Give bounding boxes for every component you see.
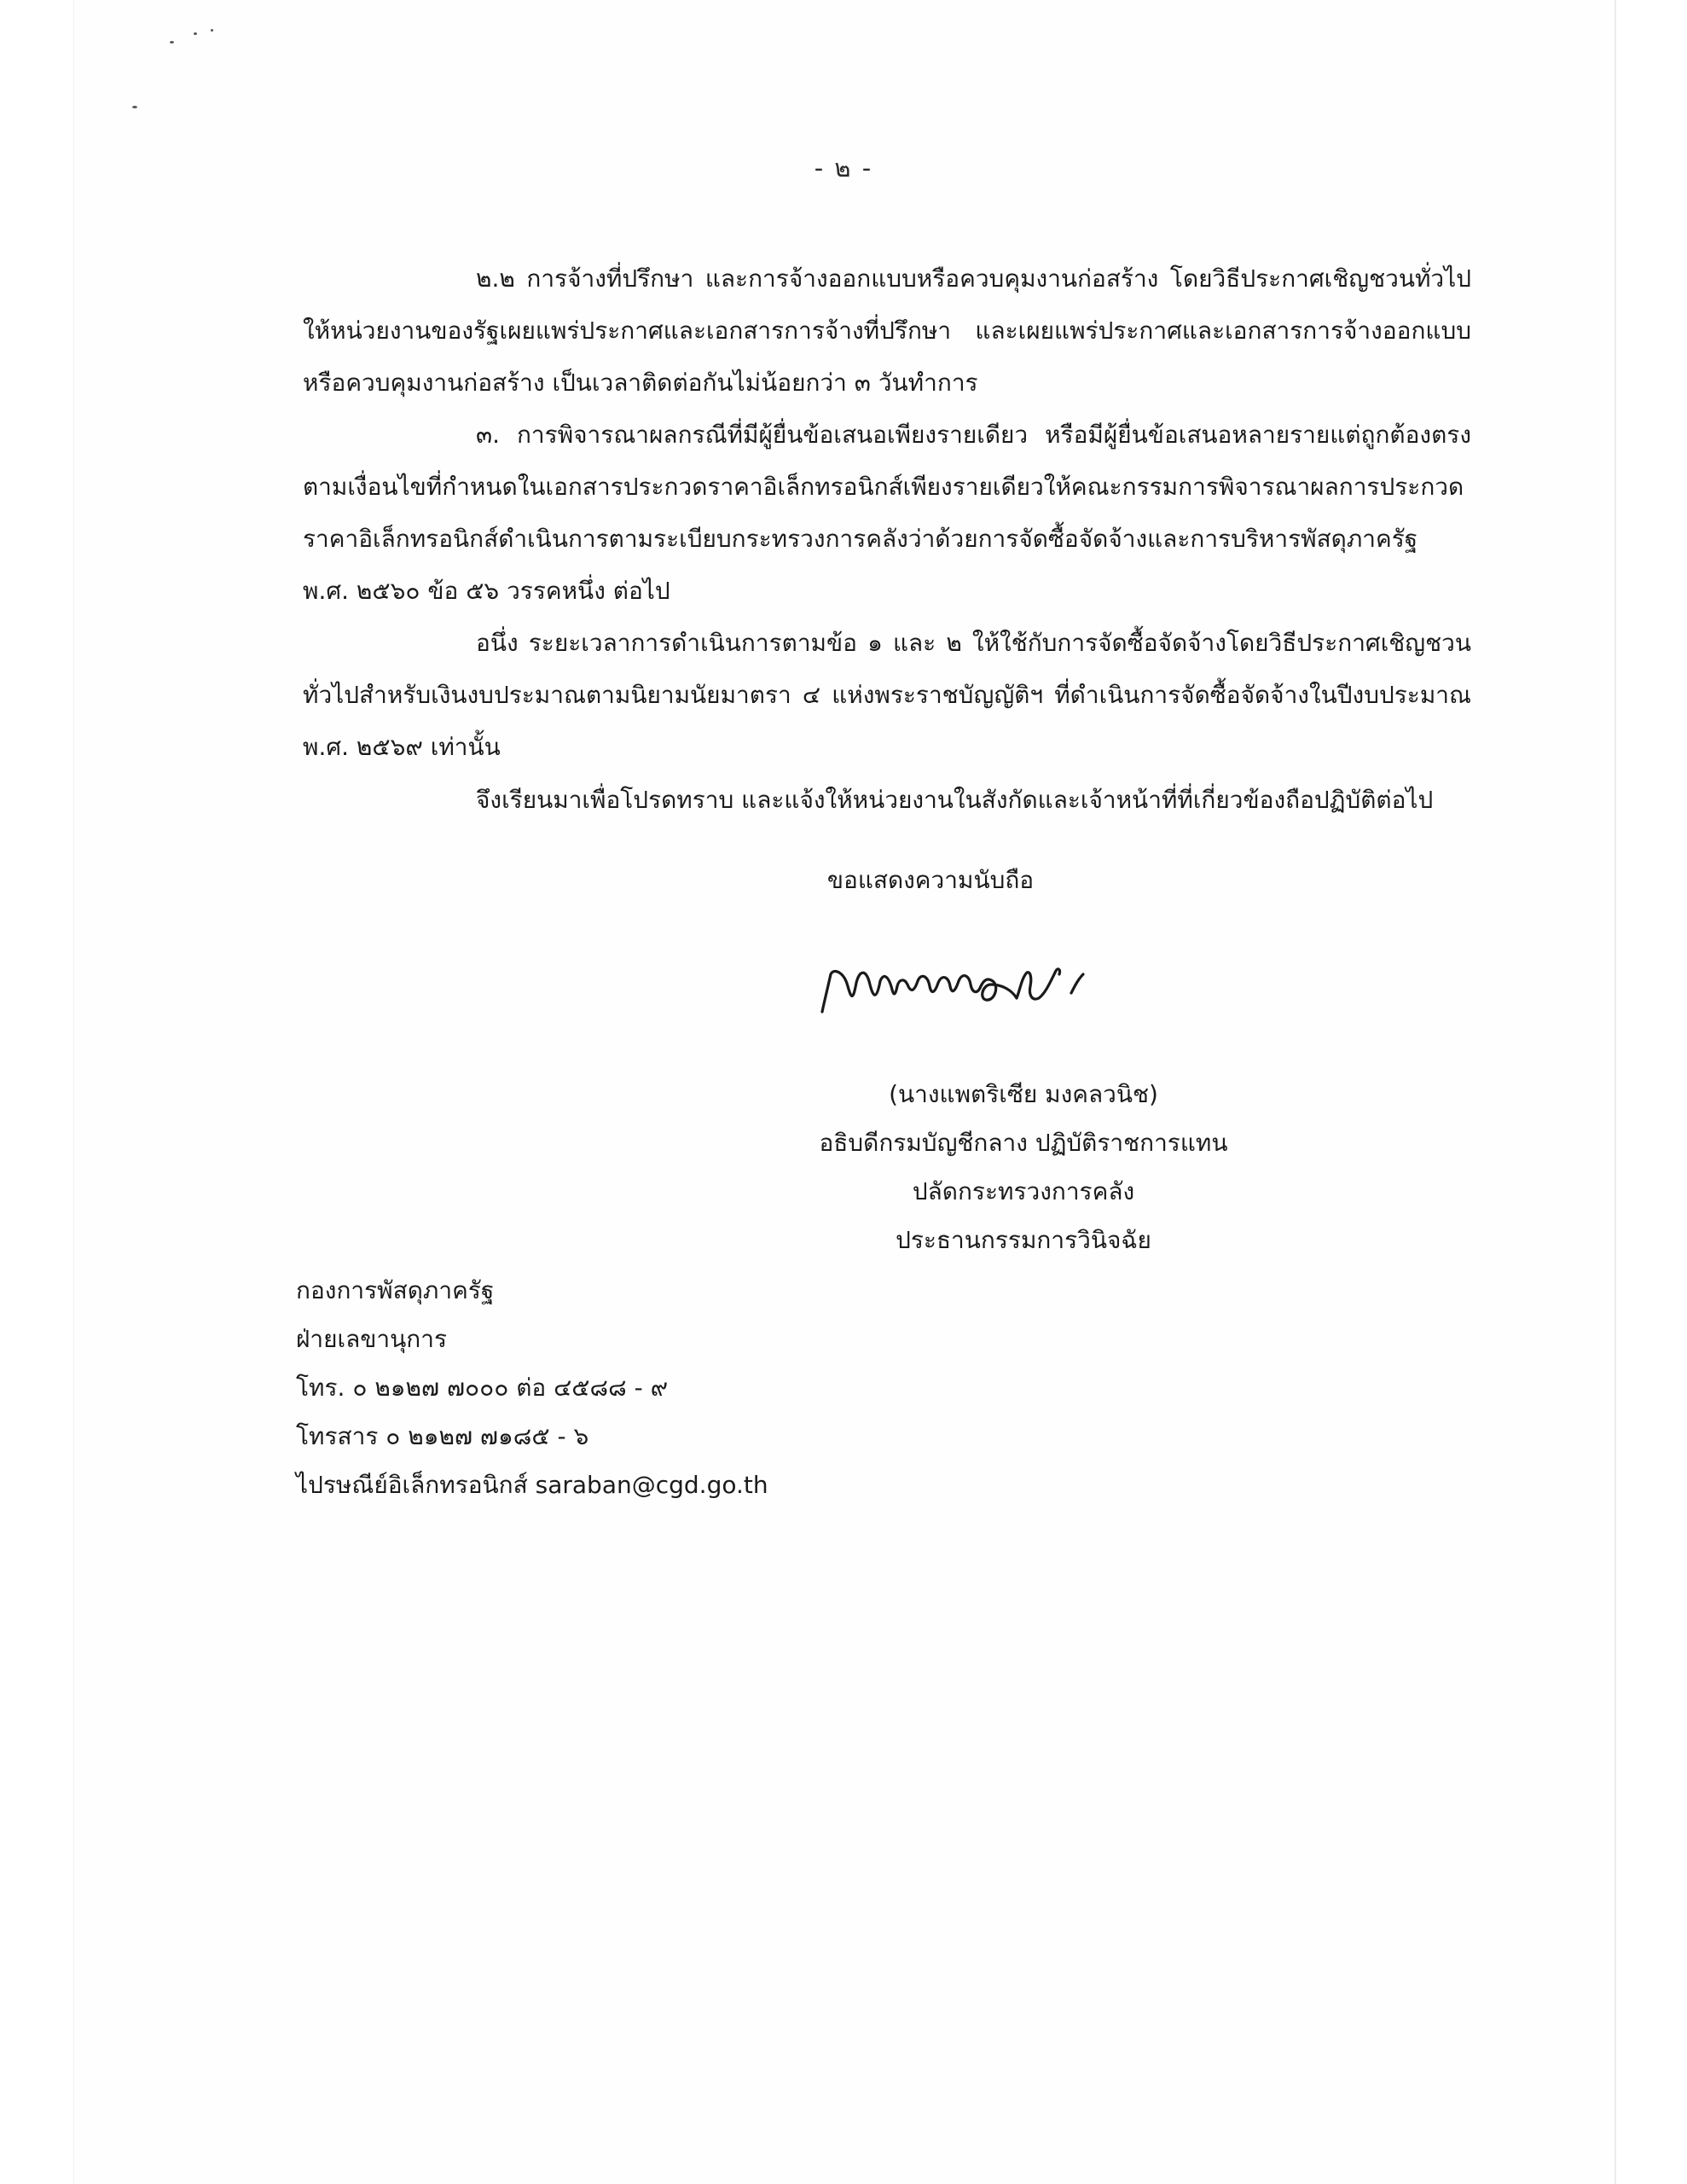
paragraph-note: อนึ่ง ระยะเวลาการดำเนินการตามข้อ ๑ และ ๒ ให้ใช้กับการจัดซื้อจัดจ้างโดยวิธีประกาศเชิญชวนทั่วไปสำหรับเงินงบประมาณตามนิยามนัยมาตรา ๔ แห่งพระราชบัญญัติฯ ที่ดำเนินการจัดซื้อจัดจ้างในปีงบประมาณ พ.ศ. ๒๕๖๙ เท่านั้น — [303, 629, 1471, 761]
signer-title-2: ปลัดกระทรวงการคลัง — [912, 1177, 1135, 1205]
letter-body — [303, 253, 1471, 773]
footer-email: ไปรษณีย์อิเล็กทรอนิกส์ saraban@cgd.go.th — [296, 1471, 768, 1499]
closing-line: จึงเรียนมาเพื่อโปรดทราบ และแจ้งให้หน่วยงานในสังกัดและเจ้าหน้าที่ที่เกี่ยวข้องถือปฏิบัติต่อไป — [476, 786, 1434, 814]
paragraph-2-2: ๒.๒ การจ้างที่ปรึกษา และการจ้างออกแบบหรือควบคุมงานก่อสร้าง โดยวิธีประกาศเชิญชวนทั่วไป ให้หน่วยงานของรัฐเผยแพร่ประกาศและเอกสารการจ้างที่ปรึกษา และเผยแพร่ประกาศและเอกสารการจ้างออกแบบหรือควบคุมงานก่อสร้าง เป็นเวลาติดต่อกันไม่น้อยกว่า ๓ วันทำการ — [303, 264, 1471, 397]
footer-phone: โทร. ๐ ๒๑๒๗ ๗๐๐๐ ต่อ ๔๕๘๘ - ๙ — [296, 1374, 669, 1402]
contact-footer — [296, 1266, 768, 1509]
page-number: - ๒ - — [814, 154, 873, 183]
handwritten-signature — [819, 930, 1160, 1024]
scan-speck — [194, 32, 197, 35]
scan-speck — [211, 29, 213, 32]
scan-speck — [170, 41, 174, 44]
signer-name: (นางแพตริเซีย มงคลวนิช) — [889, 1080, 1158, 1108]
footer-fax: โทรสาร ๐ ๒๑๒๗ ๗๑๘๕ - ๖ — [296, 1422, 589, 1450]
regards-line: ขอแสดงความนับถือ — [826, 866, 1035, 894]
footer-division: กองการพัสดุภาครัฐ — [296, 1276, 495, 1304]
footer-section: ฝ่ายเลขานุการ — [296, 1325, 447, 1353]
paragraph-3: ๓. การพิจารณาผลกรณีที่มีผู้ยื่นข้อเสนอเพียงรายเดียว หรือมีผู้ยื่นข้อเสนอหลายรายแต่ถูกต้องตรงตามเงื่อนไขที่กำหนดในเอกสารประกวดราคาอิเล็กทรอนิกส์เพียงรายเดียวให้คณะกรรมการพิจารณาผลการประกวดราคาอิเล็กทรอนิกส์ดำเนินการตามระเบียบกระทรวงการคลังว่าด้วยการจัดซื้อจัดจ้างและการบริหารพัสดุภาครัฐ พ.ศ. ๒๕๖๐ ข้อ ๕๖ วรรคหนึ่ง ต่อไป — [303, 421, 1471, 605]
signer-title-3: ประธานกรรมการวินิจฉัย — [896, 1226, 1151, 1254]
signer-block — [665, 1070, 1382, 1264]
signer-title-1: อธิบดีกรมบัญชีกลาง ปฏิบัติราชการแทน — [819, 1129, 1228, 1157]
scan-speck — [132, 106, 137, 108]
